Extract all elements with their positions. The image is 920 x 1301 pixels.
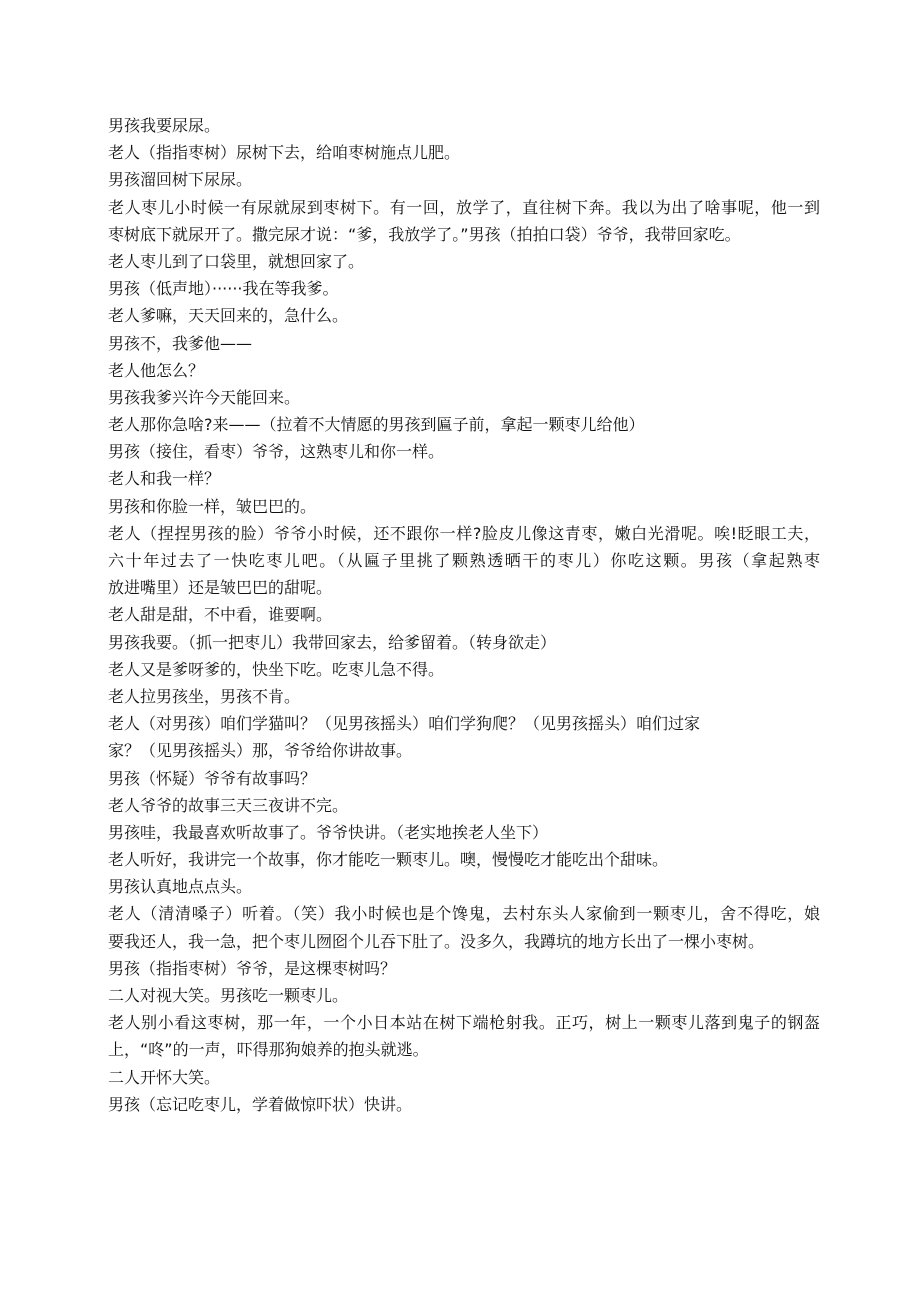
text-line: 男孩（低声地）······我在等我爹。: [108, 279, 339, 299]
text-line: 男孩不，我爹他——: [108, 333, 253, 353]
text-line: 男孩（指指枣树）爷爷，是这棵枣树吗？: [108, 958, 397, 978]
text-line: 老人枣儿到了口袋里，就想回家了。: [108, 251, 365, 271]
text-line: 老人（捏捏男孩的脸）爷爷小时候，还不跟你一样?脸皮儿像这青枣，嫩白光滑呢。唉!眨眼工夫，: [108, 523, 820, 543]
text-line: 老人甜是甜，不中看，谁要啊。: [108, 605, 333, 625]
text-line: 上，“咚”的一声，吓得那狗娘养的抱头就逃。: [108, 1040, 429, 1060]
text-line: 老人（指指枣树）尿树下去，给咱枣树施点儿肥。: [108, 143, 461, 163]
text-line: 六十年过去了一快吃枣儿吧。（从匾子里挑了颗熟透晒干的枣儿）你吃这颗。男孩（拿起熟枣: [108, 551, 820, 570]
text-line: 老人和我一样？: [108, 469, 221, 489]
text-line: 老人爹嘛，天天回来的，急什么。: [108, 306, 349, 326]
text-line: 男孩（忘记吃枣儿，学着做惊吓状）快讲。: [108, 1094, 413, 1114]
text-line: 老人枣儿小时候一有尿就尿到枣树下。有一回，放学了，直往树下奔。我以为出了啥事呢，他一到: [108, 197, 820, 217]
text-line: 男孩哇，我最喜欢听故事了。爷爷快讲。（老实地挨老人坐下）: [108, 822, 549, 842]
text-line: 老人爷爷的故事三天三夜讲不完。: [108, 795, 349, 815]
text-line: 二人对视大笑。男孩吃一颗枣儿。: [108, 986, 349, 1005]
text-line: 男孩我要尿尿。: [108, 116, 221, 135]
text-line: 老人那你急啥?来——（拉着不大情愿的男孩到匾子前，拿起一颗枣儿给他）: [108, 415, 645, 435]
text-line: 老人听好，我讲完一个故事，你才能吃一颗枣儿。噢，慢慢吃才能吃出个甜味。: [108, 850, 669, 870]
text-line: 老人又是爹呀爹的，快坐下吃。吃枣儿急不得。: [108, 659, 445, 679]
text-line: 男孩（怀疑）爷爷有故事吗？: [108, 768, 317, 788]
text-line: 家？（见男孩摇头）那，爷爷给你讲故事。: [108, 741, 413, 761]
text-line: 男孩我要。（抓一把枣儿）我带回家去，给爹留着。（转身欲走）: [108, 632, 557, 652]
text-line: 放进嘴里）还是皱巴巴的甜呢。: [108, 578, 333, 598]
text-line: 老人他怎么？: [108, 360, 205, 380]
text-line: 二人开怀大笑。: [108, 1067, 221, 1087]
script-text: [108, 112, 820, 1118]
text-line: 男孩溜回树下尿尿。: [108, 170, 253, 190]
text-line: 老人拉男孩坐，男孩不肯。: [108, 686, 301, 706]
text-line: 男孩（接住，看枣）爷爷，这熟枣儿和你一样。: [108, 442, 445, 462]
text-line: 要我还人，我一急，把个枣儿囫囵个儿吞下肚了。没多久，我蹲坑的地方长出了一棵小枣树。: [108, 931, 765, 951]
text-line: 男孩我爹兴许今天能回来。: [108, 387, 301, 407]
text-line: 老人（清清嗓子）听着。（笑）我小时候也是个馋鬼，去村东头人家偷到一颗枣儿，舍不得吃，娘: [108, 904, 820, 924]
text-line: 老人别小看这枣树，那一年，一个小日本站在树下端枪射我。正巧，树上一颗枣儿落到鬼子的钢盔: [108, 1013, 820, 1033]
text-line: 枣树底下就尿开了。撒完尿才说：“爹，我放学了。”男孩（拍拍口袋）爷爷，我带回家吃。: [108, 224, 741, 244]
text-line: 男孩认真地点点头。: [108, 877, 253, 897]
text-line: 男孩和你脸一样，皱巴巴的。: [108, 496, 317, 516]
text-line: 老人（对男孩）咱们学猫叫？（见男孩摇头）咱们学狗爬？（见男孩摇头）咱们过家: [108, 714, 701, 734]
